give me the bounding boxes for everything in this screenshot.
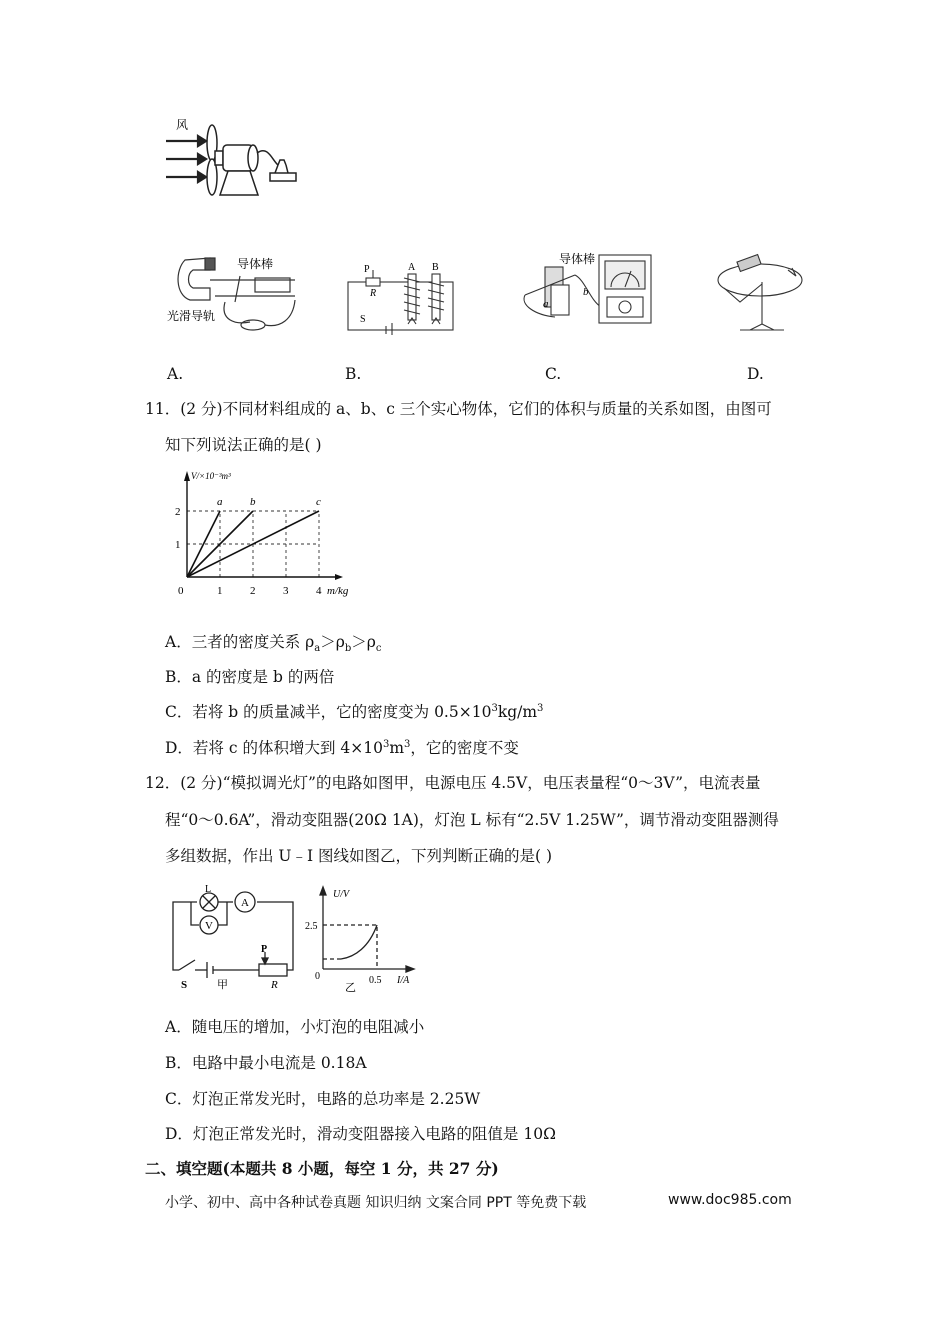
q12-yi-ylabel: U/V [333,889,350,900]
footer-url[interactable]: www.doc985.com [668,1192,792,1208]
option-c-letter: C. [545,365,562,383]
x-tick-label: 3 [283,585,289,597]
section-2-heading: 二、填空题(本题共 8 小题，每空 1 分，共 27 分) [145,1159,499,1178]
option-b-a-label: A [408,262,416,273]
q12-option-c[interactable]: C．灯泡正常发光时，电路的总功率是 2.25W [165,1090,481,1108]
q11-volume-mass-chart [165,465,365,600]
option-a-letter: A. [167,365,184,383]
q12-yi-ytick: 2.5 [305,921,318,932]
q12-circuit-jia [165,880,300,990]
option-a-figure [165,240,305,340]
q12-option-d[interactable]: D．灯泡正常发光时，滑动变阻器接入电路的阻值是 10Ω [165,1125,556,1143]
option-a-rod-label: 导体棒 [237,257,274,271]
q12-option-b[interactable]: B．电路中最小电流是 0.18A [165,1054,367,1072]
x-tick-label: 2 [250,585,256,597]
q12-jia-V-label: V [205,920,213,932]
q11-stem-line2: 知下列说法正确的是( ) [165,436,322,454]
q12-yi-xtick: 0.5 [369,975,382,986]
q12-ui-graph-yi [305,885,425,993]
option-c-rod-label: 导体棒 [559,252,596,266]
q11-stem-line1: 11．(2 分)不同材料组成的 a、b、c 三个实心物体，它们的体积与质量的关系如图，由图可 [145,400,772,418]
q12-jia-title: 甲 [217,979,228,990]
x-tick-label: 4 [316,585,322,597]
y-axis-label: V/×10⁻³m³ [191,471,231,481]
q12-yi-title: 乙 [345,982,356,993]
y-tick-label: 2 [175,506,181,518]
series-label-c: c [316,496,321,508]
option-b-s-label: S [360,314,366,325]
option-b-letter: B. [345,365,362,383]
option-c-a-label: a [543,298,549,310]
option-a-rail-label: 光滑导轨 [167,309,216,323]
series-line-a [187,511,220,577]
q12-yi-xlabel: I/A [397,975,410,986]
x-axis-arrow [335,574,343,580]
q12-stem-line2: 程“0～0.6A”，滑动变阻器(20Ω 1A)，灯泡 L 标有“2.5V 1.25W”，调节滑动变阻器测得 [165,811,779,829]
option-b-figure [340,260,465,335]
option-b-b-label: B [432,262,439,273]
q12-option-a[interactable]: A．随电压的增加，小灯泡的电阻减小 [165,1018,425,1036]
footer-ad-text: 小学、初中、高中各种试卷真题 知识归纳 文案合同 PPT 等免费下载 [165,1195,587,1211]
q11-option-a[interactable]: A．三者的密度关系 $\rho_a>\rho_b>\rho_c$ [165,633,382,655]
q12-jia-P-label: P [261,944,268,955]
x-tick-label: 1 [217,585,223,597]
q12-jia-A-label: A [241,897,249,909]
y-tick-label: 1 [175,539,181,551]
x-tick-label: 0 [178,585,184,597]
q11-option-d[interactable]: D．若将 c 的体积增大到 $4\times 10^3m^3$，它的密度不变 [165,738,519,757]
q12-jia-L-label: L [205,884,212,895]
x-axis-label: m/kg [327,585,349,597]
series-label-a: a [217,496,223,508]
option-b-p-label: P [364,264,370,275]
option-d-figure [710,240,810,340]
option-b-r-label: R [370,288,377,299]
option-c-figure [515,245,655,335]
q12-jia-S-label: S [181,979,188,990]
y-axis-arrow [184,471,190,481]
q12-jia-R-label: R [271,979,278,990]
wind-label: 风 [176,118,189,132]
option-d-letter: D. [747,365,764,383]
q11-option-c[interactable]: C．若将 b 的质量减半，它的密度变为 $0.5\times 10^3kg/m^3$ [165,702,544,721]
option-c-b-label: b [583,286,589,298]
series-label-b: b [250,496,256,508]
wind-generator-figure [160,115,300,200]
q12-stem-line1: 12．(2 分)“模拟调光灯”的电路如图甲，电源电压 4.5V，电压表量程“0～3V”，电流表量 [145,774,761,792]
q12-stem-line3: 多组数据，作出 U﹣I 图线如图乙，下列判断正确的是( ) [165,847,553,865]
q11-option-b[interactable]: B．a 的密度是 b 的两倍 [165,668,335,686]
q12-yi-origin: 0 [315,971,320,982]
